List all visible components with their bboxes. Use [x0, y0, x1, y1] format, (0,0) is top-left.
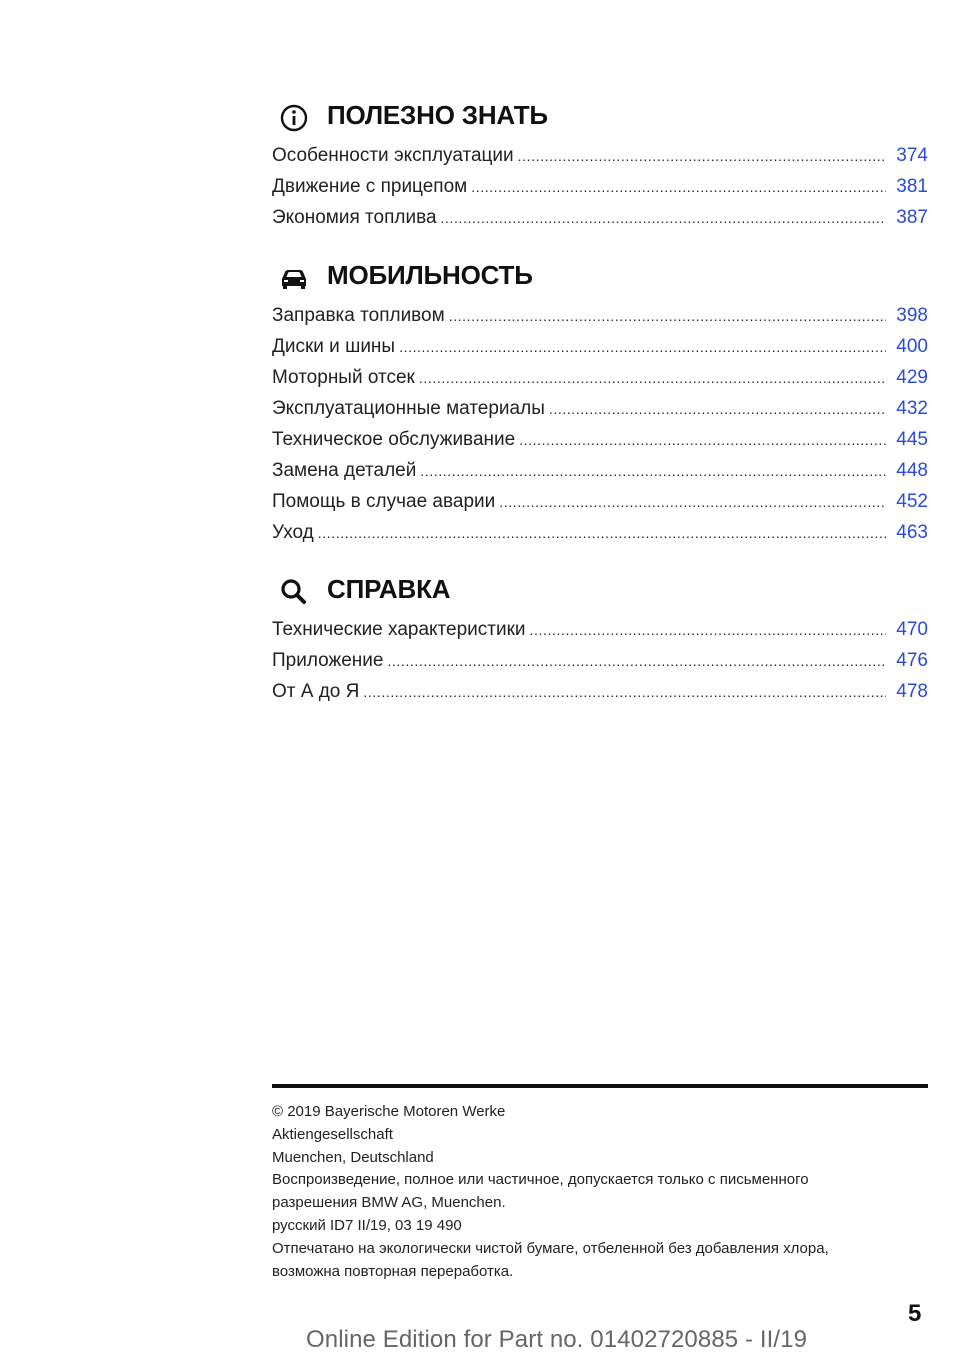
toc-page-link[interactable]: 400: [896, 336, 928, 357]
toc-entry[interactable]: [272, 517, 928, 548]
toc-entry-label: Экономия топлива: [272, 207, 437, 228]
section-title: ПОЛЕЗНО ЗНАТЬ: [327, 100, 548, 130]
info-icon: [278, 102, 310, 134]
toc-entry[interactable]: [272, 486, 928, 517]
toc-section-reference: [272, 572, 928, 707]
toc-page-link[interactable]: 448: [896, 460, 928, 481]
toc-section-mobility: [272, 258, 928, 548]
toc-leader-dots: [549, 394, 886, 425]
footer-divider: [272, 1084, 928, 1088]
toc-entry-label: Эксплуатационные материалы: [272, 398, 545, 419]
toc-entry-label: Помощь в случае аварии: [272, 491, 496, 512]
toc-leader-dots: [399, 332, 886, 363]
toc-leader-dots: [419, 363, 886, 394]
toc-page-link[interactable]: 445: [896, 429, 928, 450]
imprint-line: Aktiengesellschaft: [272, 1125, 393, 1143]
toc-leader-dots: [530, 615, 887, 646]
imprint-line: © 2019 Bayerische Motoren Werke: [272, 1103, 506, 1120]
toc-leader-dots: [518, 141, 887, 172]
section-header: [272, 98, 928, 138]
imprint-line: Отпечатано на экологически чистой бумаге, отбеленной без добавления хлора,: [272, 1239, 829, 1257]
toc-page-link[interactable]: 476: [896, 650, 928, 671]
toc-entry-label: Технические характеристики: [272, 619, 526, 640]
toc-leader-dots: [387, 646, 886, 677]
imprint-line: Muenchen, Deutschland: [272, 1148, 434, 1166]
toc-entry-label: Приложение: [272, 650, 384, 671]
page-number: 5: [908, 1300, 922, 1327]
toc-section-useful: [272, 98, 928, 233]
toc-page-link[interactable]: 398: [896, 305, 928, 326]
imprint-line: Воспроизведение, полное или частичное, допускается только с письменного: [272, 1171, 809, 1189]
search-icon: [278, 576, 310, 608]
section-header: [272, 258, 928, 298]
toc-entry[interactable]: [272, 455, 928, 486]
toc-entry[interactable]: [272, 171, 928, 202]
toc-entry[interactable]: [272, 362, 928, 393]
toc-leader-dots: [318, 518, 887, 549]
toc-entry-label: Заправка топливом: [272, 305, 445, 326]
toc-leader-dots: [471, 172, 886, 203]
section-title: МОБИЛЬНОСТЬ: [327, 260, 533, 290]
toc-page-link[interactable]: 381: [896, 176, 928, 197]
toc-entry-label: Диски и шины: [272, 336, 396, 357]
toc-page-link[interactable]: 374: [896, 145, 928, 166]
toc-entry-label: Уход: [272, 522, 314, 543]
imprint-line: возможна повторная переработка.: [272, 1262, 514, 1280]
imprint-block: [272, 1101, 932, 1283]
toc-leader-dots: [449, 301, 887, 332]
toc-entry[interactable]: [272, 331, 928, 362]
toc-page-link[interactable]: 470: [896, 619, 928, 640]
toc-entry[interactable]: [272, 424, 928, 455]
toc-entry-label: Движение с прицепом: [272, 176, 468, 197]
toc-entry[interactable]: [272, 393, 928, 424]
toc-entry[interactable]: [272, 140, 928, 171]
section-header: [272, 572, 928, 612]
imprint-line: русский ID7 II/19, 03 19 490: [272, 1216, 462, 1234]
toc-entry[interactable]: [272, 676, 928, 707]
toc-leader-dots: [441, 203, 887, 234]
toc-leader-dots: [420, 456, 886, 487]
toc-entry-label: От А до Я: [272, 681, 360, 702]
section-title: СПРАВКА: [327, 574, 451, 604]
toc-entry[interactable]: [272, 614, 928, 645]
toc-entry-label: Техническое обслуживание: [272, 429, 516, 450]
toc-page-link[interactable]: 452: [896, 491, 928, 512]
toc-leader-dots: [499, 487, 886, 518]
online-edition-watermark: Online Edition for Part no. 01402720885 - II/19: [306, 1326, 808, 1353]
toc-entry[interactable]: [272, 645, 928, 676]
toc-entry[interactable]: [272, 202, 928, 233]
toc-leader-dots: [519, 425, 886, 456]
toc-entry-label: Моторный отсек: [272, 367, 415, 388]
car-icon: [278, 262, 310, 294]
toc-leader-dots: [363, 677, 886, 708]
toc-entry-label: Особенности эксплуатации: [272, 145, 514, 166]
toc-page-link[interactable]: 478: [896, 681, 928, 702]
toc-entry-label: Замена деталей: [272, 460, 417, 481]
toc-page-link[interactable]: 429: [896, 367, 928, 388]
toc-page-link[interactable]: 387: [896, 207, 928, 228]
toc-page-link[interactable]: 463: [896, 522, 928, 543]
toc-entry[interactable]: [272, 300, 928, 331]
toc-page-link[interactable]: 432: [896, 398, 928, 419]
imprint-line: разрешения BMW AG, Muenchen.: [272, 1194, 506, 1212]
